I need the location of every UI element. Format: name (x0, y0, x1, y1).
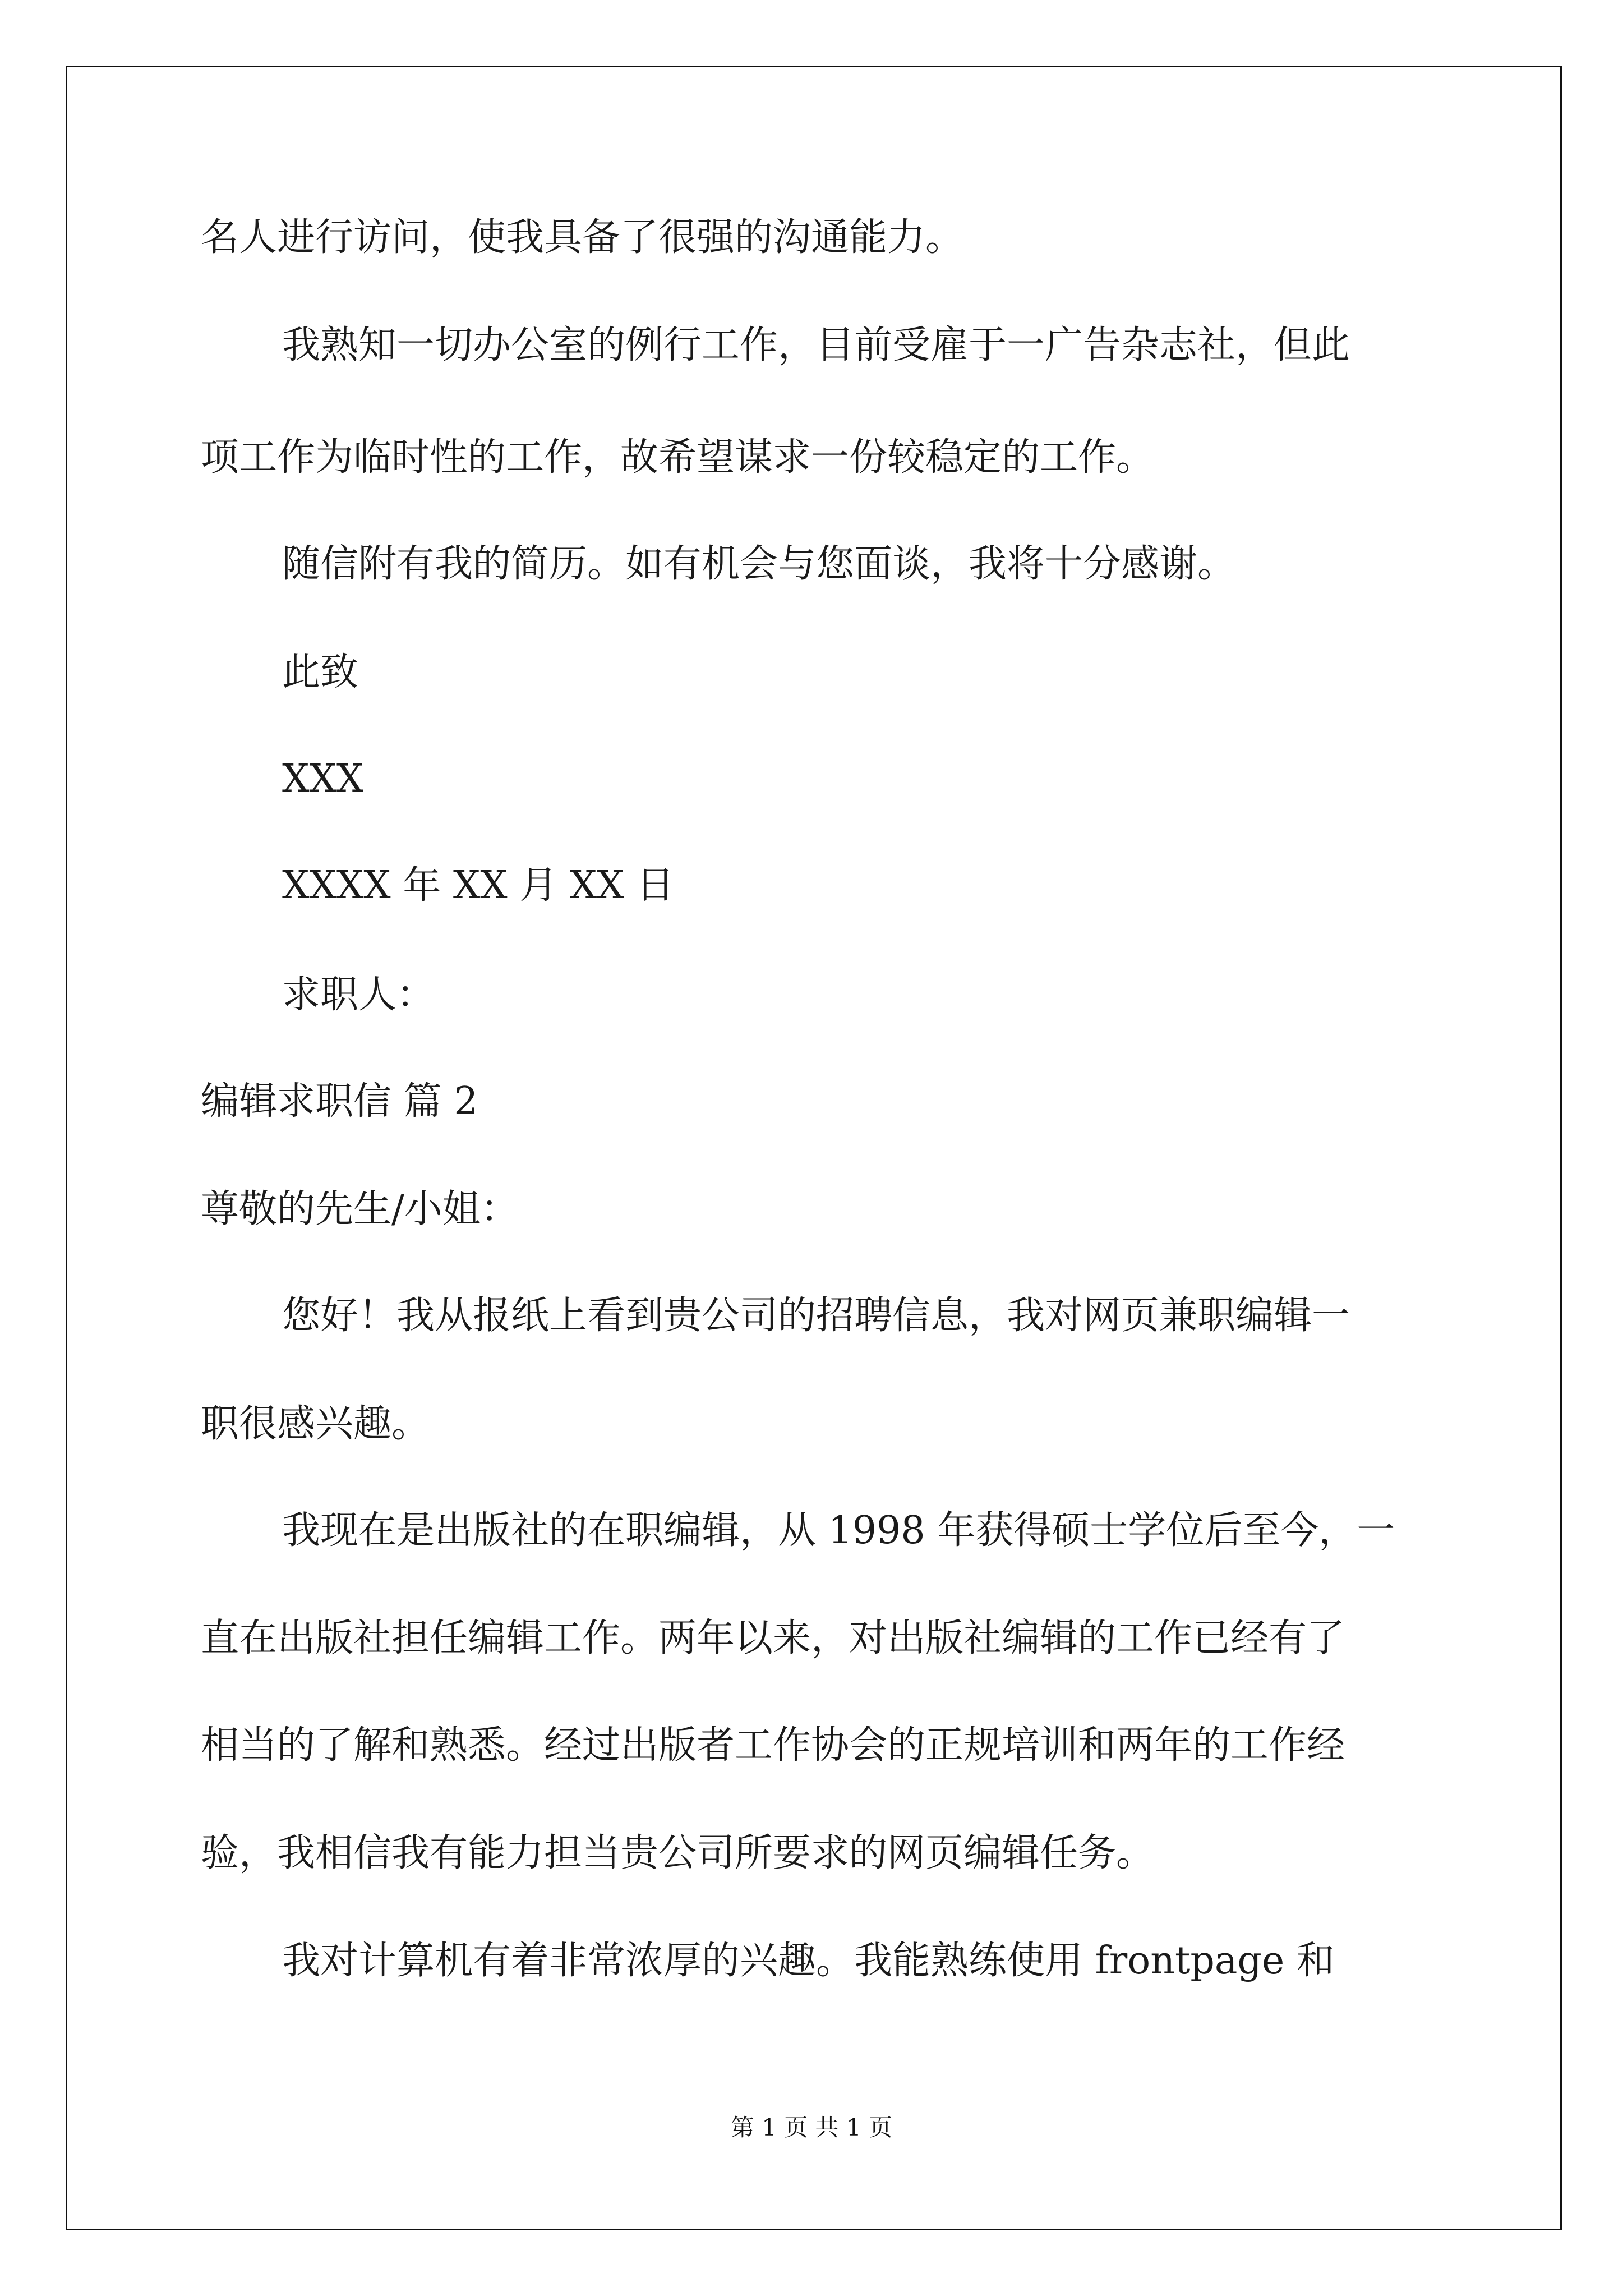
page-number: 第 1 页 共 1 页 (730, 2114, 893, 2141)
text-line: 我现在是出版社的在职编辑，从 1998 年获得硕士学位后至今，一 (282, 1508, 1395, 1553)
text-line: 名人进行访问，使我具备了很强的沟通能力。 (201, 215, 964, 260)
text-line: 您好！我从报纸上看到贵公司的招聘信息，我对网页兼职编辑一 (282, 1294, 1350, 1338)
salutation: 尊敬的先生/小姐： (201, 1187, 519, 1231)
page-border (66, 66, 1562, 2230)
text-line: XXXX 年 XX 月 XX 日 (282, 863, 675, 908)
text-line: XXX (282, 757, 364, 801)
text-line: 验，我相信我有能力担当贵公司所要求的网页编辑任务。 (201, 1831, 1155, 1875)
text-line: 相当的了解和熟悉。经过出版者工作协会的正规培训和两年的工作经 (201, 1723, 1345, 1768)
text-line: 职很感兴趣。 (201, 1402, 430, 1446)
text-line: 我熟知一切办公室的例行工作，目前受雇于一广告杂志社，但此 (282, 323, 1350, 367)
text-line: 此致 (282, 650, 359, 694)
section-heading: 编辑求职信 篇 2 (201, 1079, 478, 1124)
text-line: 我对计算机有着非常浓厚的兴趣。我能熟练使用 frontpage 和 (282, 1939, 1335, 1983)
text-line: 随信附有我的简历。如有机会与您面谈，我将十分感谢。 (282, 542, 1236, 586)
text-line: 项工作为临时性的工作，故希望谋求一份较稳定的工作。 (201, 435, 1155, 480)
text-line: 求职人： (282, 973, 435, 1017)
text-line: 直在出版社担任编辑工作。两年以来，对出版社编辑的工作已经有了 (201, 1616, 1345, 1660)
